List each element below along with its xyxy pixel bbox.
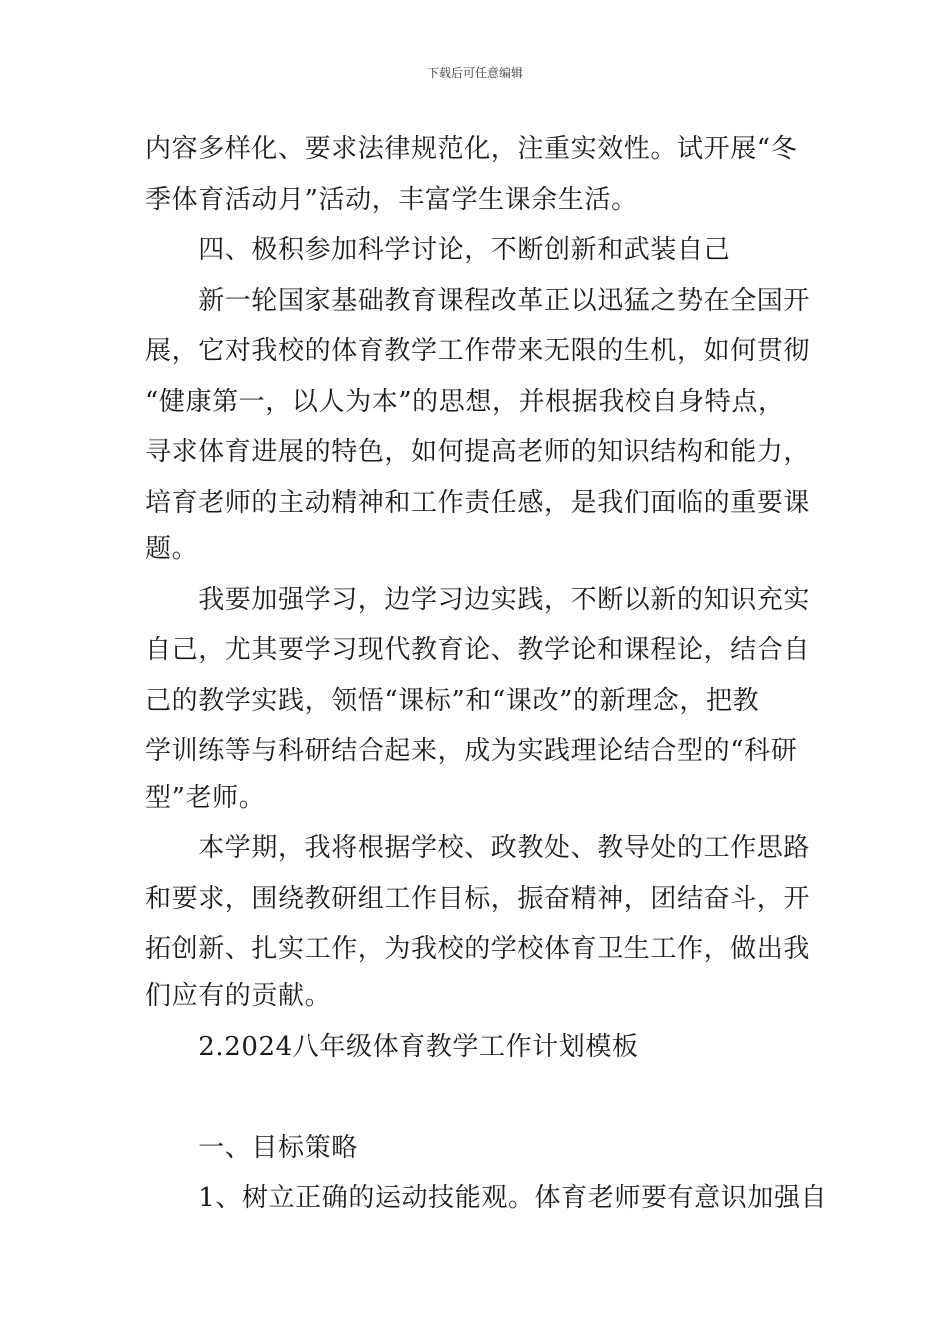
text-line: 学训练等与科研结合起来，成为实践理论结合型的“科研 <box>145 736 798 766</box>
text-line: 拓创新、扎实工作，为我校的学校体育卫生工作，做出我 <box>145 934 811 964</box>
text-line: 我要加强学习，边学习边实践，不断以新的知识充实 <box>145 585 811 615</box>
text-line: 培育老师的主动精神和工作责任感，是我们面临的重要课 <box>145 488 811 518</box>
text-line: 和要求，围绕教研组工作目标，振奋精神，团结奋斗，开 <box>145 884 811 914</box>
document-title: 2.2024八年级体育教学工作计划模板 <box>145 1032 639 1062</box>
section-heading: 四、极积参加科学讨论，不断创新和武装自己 <box>145 235 731 265</box>
text-line: 型”老师。 <box>145 783 266 813</box>
page-header: 下载后可任意编辑 <box>426 66 523 80</box>
text-line: 们应有的贡献。 <box>145 981 332 1011</box>
text-line: 内容多样化、要求法律规范化，注重实效性。试开展“冬 <box>145 134 798 164</box>
section-heading: 一、目标策略 <box>145 1133 358 1163</box>
text-line: 题。 <box>145 534 199 564</box>
text-line: 自己，尤其要学习现代教育论、教学论和课程论，结合自 <box>145 635 811 665</box>
text-line: 新一轮国家基础教育课程改革正以迅猛之势在全国开 <box>145 286 811 316</box>
text-line: 展，它对我校的体育教学工作带来无限的生机，如何贯彻 <box>145 336 811 366</box>
text-line: 寻求体育进展的特色，如何提高老师的知识结构和能力， <box>145 437 811 467</box>
text-line: 季体育活动月”活动，丰富学生课余生活。 <box>145 185 638 215</box>
text-line: 己的教学实践，领悟“课标”和“课改”的新理念，把教 <box>145 686 760 716</box>
text-line: 1、树立正确的运动技能观。体育老师要有意识加强自 <box>145 1183 828 1213</box>
text-line: “健康第一，以人为本”的思想，并根据我校自身特点， <box>145 387 785 417</box>
text-line: 本学期，我将根据学校、政教处、教导处的工作思路 <box>145 833 811 863</box>
